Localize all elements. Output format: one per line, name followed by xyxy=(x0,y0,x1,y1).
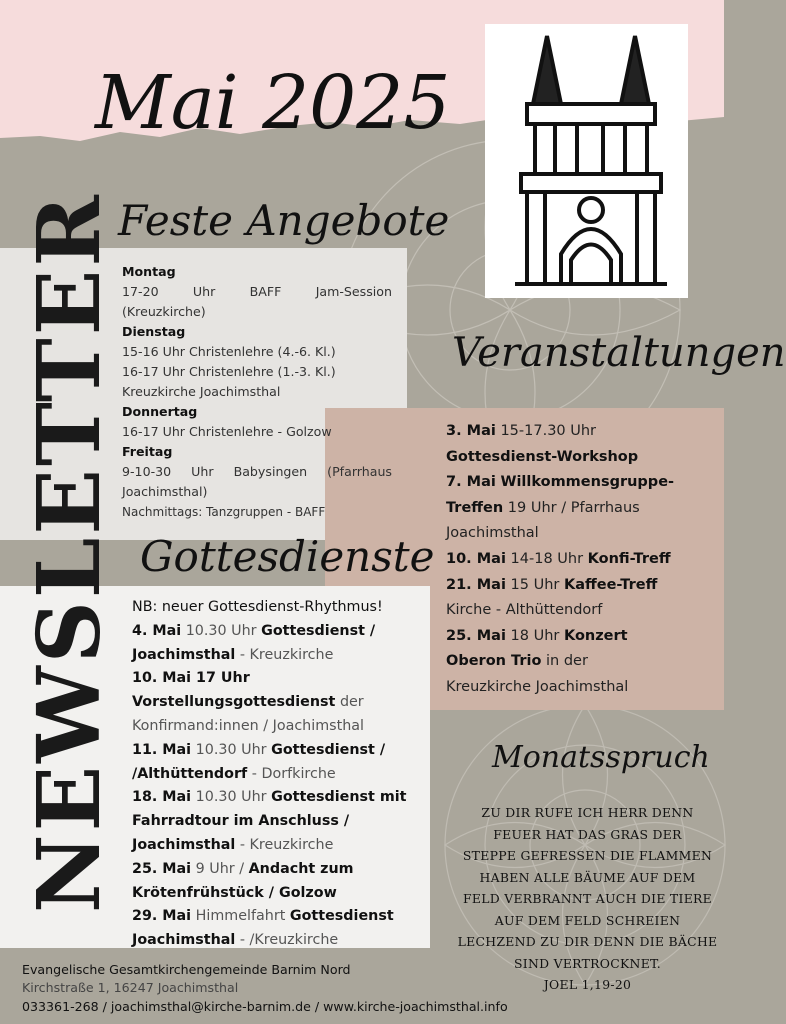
church-drawing-icon xyxy=(485,24,688,298)
service-item xyxy=(132,858,422,882)
events-heading: Veranstaltungen xyxy=(452,330,786,376)
service-item xyxy=(132,929,422,953)
service-title: Gottesdienst xyxy=(289,908,394,925)
service-item xyxy=(132,834,422,858)
verse-line: STEPPE GEFRESSEN DIE FLAMMEN xyxy=(462,848,713,863)
church-logo xyxy=(485,24,688,298)
service-title: Krötenfrühstück / Golzow xyxy=(132,884,337,901)
verse-heading: Monatsspruch xyxy=(492,740,710,775)
event-date: 25. Mai xyxy=(446,627,506,644)
weekday-label: Montag xyxy=(122,264,176,279)
service-item xyxy=(132,905,422,929)
service-location: Joachimsthal xyxy=(132,836,236,853)
event-date: 7. Mai xyxy=(446,474,496,491)
service-location: Konfirmand:innen / Joachimsthal xyxy=(132,717,364,734)
schedule-text: (Kreuzkirche) xyxy=(122,304,206,319)
service-title: Gottesdienst mit xyxy=(271,789,407,806)
weekday-label: Freitag xyxy=(122,444,173,459)
event-location: Kreuzkirche Joachimsthal xyxy=(446,678,629,695)
event-date: 3. Mai xyxy=(446,423,496,439)
event-item xyxy=(446,624,716,650)
schedule-text: 17-20 xyxy=(122,284,159,299)
event-item xyxy=(446,496,716,522)
verse-line: ZU DIR RUFE ICH HERR DENN xyxy=(481,805,694,820)
schedule-text: Kreuzkirche Joachimsthal xyxy=(122,384,281,399)
event-location: Kirche - Althüttendorf xyxy=(446,602,603,619)
schedule-text: Joachimsthal) xyxy=(122,484,208,499)
verse-line: LECHZEND ZU DIR DENN DIE BÄCHE xyxy=(457,934,718,949)
events-list xyxy=(446,419,716,701)
event-location: Joachimsthal xyxy=(446,525,539,542)
service-title: Gottesdienst / xyxy=(271,741,386,758)
event-item xyxy=(446,573,716,599)
event-title: Treffen xyxy=(446,499,504,516)
service-time: 9 Uhr / xyxy=(195,860,245,877)
weekday-label: Donnertag xyxy=(122,404,198,419)
event-time: 15 Uhr xyxy=(510,576,560,593)
service-item xyxy=(132,620,422,644)
schedule-text: Jam-Session xyxy=(315,284,392,299)
event-time: 14-18 Uhr xyxy=(510,550,584,567)
event-date: 21. Mai xyxy=(446,576,506,593)
services-list xyxy=(132,596,422,953)
issue-title: Mai 2025 xyxy=(95,60,451,146)
services-note: NB: neuer Gottesdienst-Rhythmus! xyxy=(132,599,383,615)
footer-phone: 033361-268 xyxy=(22,999,99,1014)
event-title: Konzert xyxy=(563,627,628,644)
schedule-row xyxy=(122,462,392,482)
schedule-text: 16-17 Uhr Christenlehre - Golzow xyxy=(122,424,332,439)
service-date: 25. Mai xyxy=(132,860,192,877)
schedule-text: Uhr xyxy=(191,464,214,479)
event-title: Konfi-Treff xyxy=(587,550,671,567)
service-date: 29. Mai xyxy=(132,908,192,925)
event-date: 10. Mai xyxy=(446,550,506,567)
event-title: Kaffee-Treff xyxy=(563,576,658,593)
verse-reference: JOEL 1,19-20 xyxy=(543,977,632,992)
service-title: Andacht zum xyxy=(248,860,354,877)
service-time: Himmelfahrt xyxy=(195,908,286,925)
service-time: 10.30 Uhr xyxy=(185,622,257,639)
service-date: 18. Mai xyxy=(132,789,192,806)
schedule-text: Babysingen xyxy=(233,464,308,479)
event-time: 19 Uhr / Pfarrhaus xyxy=(507,499,640,516)
weekday-label: Dienstag xyxy=(122,324,186,339)
service-title: Fahrradtour im Anschluss / xyxy=(132,813,350,830)
service-date: 10. Mai 17 Uhr xyxy=(132,670,250,687)
service-item xyxy=(132,691,422,715)
service-church: der xyxy=(339,694,364,711)
service-location: Joachimsthal xyxy=(132,932,236,949)
verse-text xyxy=(455,802,720,996)
service-date: 11. Mai xyxy=(132,741,192,758)
verse-line: FELD VERBRANNT AUCH DIE TIERE xyxy=(462,891,713,906)
event-title: Oberon Trio xyxy=(446,653,542,670)
fixed-offers-list xyxy=(122,262,392,522)
schedule-text: BAFF xyxy=(249,284,282,299)
services-heading: Gottesdienste xyxy=(140,532,435,581)
schedule-text: 16-17 Uhr Christenlehre (1.-3. Kl.) xyxy=(122,364,336,379)
verse-line: AUF DEM FELD SCHREIEN xyxy=(494,912,681,928)
service-time: 10.30 Uhr xyxy=(195,789,267,806)
schedule-text: 15-16 Uhr Christenlehre (4.-6. Kl.) xyxy=(122,344,336,359)
service-location: Joachimsthal xyxy=(132,646,236,663)
event-item xyxy=(446,649,716,675)
verse-line: SIND VERTROCKNET. xyxy=(513,955,662,971)
schedule-text: Nachmittags: Tanzgruppen - BAFF xyxy=(122,505,326,519)
event-title: Gottesdienst-Workshop xyxy=(446,448,639,465)
event-location: in der xyxy=(546,653,588,670)
service-item xyxy=(132,786,422,810)
service-title: Gottesdienst / xyxy=(261,622,376,639)
service-item xyxy=(132,667,422,691)
footer-address: Kirchstraße 1, 16247 Joachimsthal xyxy=(22,980,239,995)
service-item xyxy=(132,739,422,763)
service-item xyxy=(132,644,422,668)
verse-line: FEUER HAT DAS GRAS DER xyxy=(493,826,682,842)
service-church: - /Kreuzkirche xyxy=(235,932,339,949)
service-time: 10.30 Uhr xyxy=(195,741,267,758)
verse-line: HABEN ALLE BÄUME AUF DEM xyxy=(479,869,696,885)
event-time: 15-17.30 Uhr xyxy=(500,423,597,439)
event-time: 18 Uhr xyxy=(510,627,560,644)
footer-email-link[interactable]: joachimsthal@kirche-barnim.de xyxy=(110,999,311,1014)
footer-contact: 033361-268 / joachimsthal@kirche-barnim.de / www.kirche-joachimsthal.info xyxy=(22,999,508,1014)
event-title: Willkommensgruppe- xyxy=(500,474,675,491)
service-church: - Kreuzkirche xyxy=(235,836,334,853)
footer-website-link[interactable]: www.kirche-joachimsthal.info xyxy=(323,999,508,1014)
service-title: Vorstellungsgottesdienst xyxy=(132,694,336,711)
schedule-text: Uhr xyxy=(192,284,216,299)
service-location: /Althüttendorf xyxy=(132,765,248,782)
service-church: - Kreuzkirche xyxy=(235,646,334,663)
event-item xyxy=(446,419,716,445)
footer-org: Evangelische Gesamtkirchengemeinde Barnim Nord xyxy=(22,962,351,977)
fixed-offers-heading: Feste Angebote xyxy=(118,196,450,245)
service-date: 4. Mai xyxy=(132,622,182,639)
newsletter-vertical-label: NEWSLETTER xyxy=(19,192,120,913)
schedule-row xyxy=(122,282,392,302)
schedule-text: (Pfarrhaus xyxy=(327,464,392,479)
event-item xyxy=(446,470,716,496)
event-item xyxy=(446,547,716,573)
service-church: - Dorfkirche xyxy=(247,765,336,782)
schedule-text: 9-10-30 xyxy=(122,464,172,479)
service-item xyxy=(132,763,422,787)
